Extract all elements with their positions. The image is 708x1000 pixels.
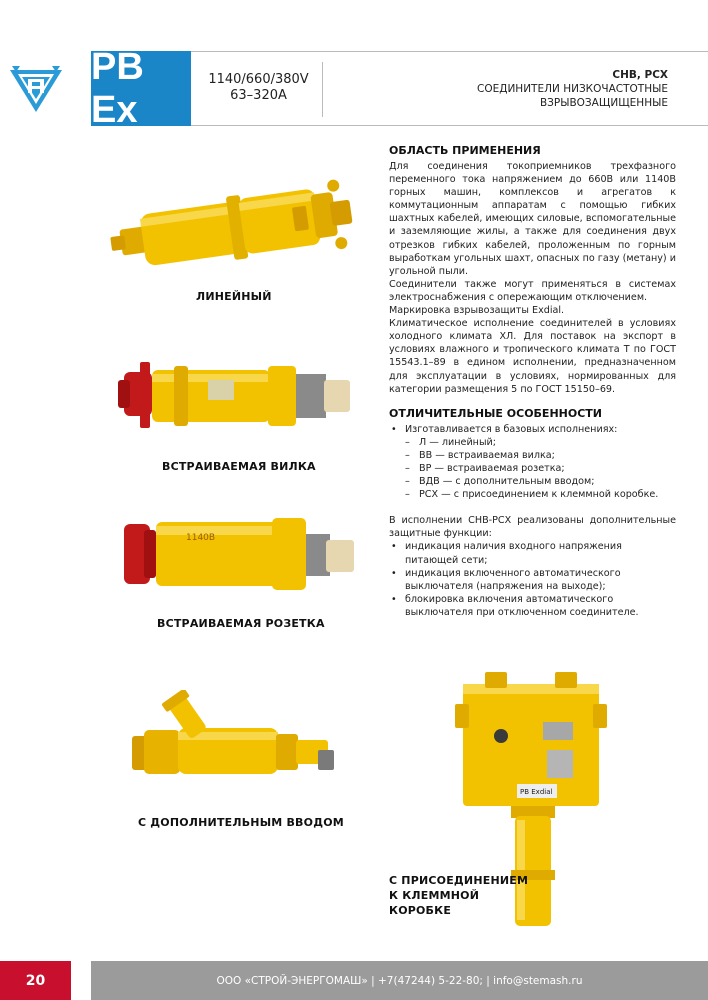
spacer bbox=[389, 501, 676, 514]
voltage-spec: 1140/660/380V bbox=[208, 72, 309, 87]
list-item: • блокировка включения автоматического выключателя при отключенном соединителе. bbox=[389, 593, 676, 619]
list-item: • индикация наличия входного напряжения питающей сети; bbox=[389, 540, 676, 566]
footer-bar bbox=[91, 961, 708, 1000]
brand-code: РВ Ex bbox=[91, 45, 144, 131]
brand-code-box bbox=[91, 45, 191, 131]
section-title-application: ОБЛАСТЬ ПРИМЕНЕНИЯ bbox=[389, 144, 541, 157]
built-in-plug-photo bbox=[118, 350, 356, 442]
application-paragraph-2: Соединители также могут применяться в системах электроснабжения с опережающим отключением. bbox=[389, 278, 676, 303]
header-frame bbox=[191, 51, 708, 126]
category-line-1: СОЕДИНИТЕЛИ НИЗКОЧАСТОТНЫЕ bbox=[477, 83, 668, 95]
variants-intro: Изготавливается в базовых исполнениях: bbox=[405, 423, 618, 435]
caption-terminal-box-line-1: С ПРИСОЕДИНЕНИЕМ bbox=[389, 874, 529, 887]
features-list bbox=[389, 423, 676, 502]
application-paragraph-1: Для соединения токоприемников трехфазного переменного тока напряжением до 660В или 1140В горных машин, комплексов и агрегатов к коммутационным аппаратам с помощью гибких шахтных кабелей, имеющих силовые, вспомогательные и заземляющие жилы, а также для соединения двух отрезков гибких кабелей, проложенным по горным выработкам угольных шахт, опасных по газу (метану) и угольной пыли. bbox=[389, 161, 676, 277]
list-item: • индикация включенного автоматического выключателя (напряжения на выходе); bbox=[389, 567, 676, 593]
list-item: – РСХ — с присоединением к клеммной коробке. bbox=[389, 488, 676, 501]
linear-connector-photo bbox=[98, 170, 368, 285]
caption-terminal-box-line-2: К КЛЕММНОЙ bbox=[389, 889, 480, 902]
built-in-socket-photo bbox=[122, 508, 358, 600]
list-item: – Л — линейный; bbox=[389, 436, 676, 449]
category-block bbox=[477, 68, 668, 110]
application-paragraph-4: Климатическое исполнение соединителей в условиях холодного климата ХЛ. Для поставок на экспорт в условиях влажного и тропического климата Т по ГОСТ 15543.1–89 в едином исполнении, предназначенном для эксплуатации в условиях, нормированных для категории размещения 5 по ГОСТ 15150–69. bbox=[389, 318, 676, 395]
company-logo bbox=[8, 62, 64, 118]
footer-contacts: ООО «СТРОЙ-ЭНЕРГОМАШ» | +7(47244) 5-22-80; | info@stemash.ru bbox=[216, 974, 583, 987]
category-line-2: ВЗРЫВОЗАЩИЩЕННЫЕ bbox=[539, 97, 668, 109]
list-item bbox=[389, 423, 676, 502]
caption-built-in-socket: ВСТРАИВАЕМАЯ РОЗЕТКА bbox=[157, 617, 325, 630]
header-specs bbox=[201, 72, 316, 104]
extra-functions-list bbox=[389, 540, 676, 619]
caption-linear: ЛИНЕЙНЫЙ bbox=[196, 290, 272, 303]
description-column bbox=[389, 144, 676, 619]
page-number bbox=[0, 961, 71, 1000]
application-paragraph-3: Маркировка взрывозащиты Exdial. bbox=[389, 305, 565, 317]
section-title-features: ОТЛИЧИТЕЛЬНЫЕ ОСОБЕННОСТИ bbox=[389, 406, 602, 420]
caption-built-in-plug: ВСТРАИВАЕМАЯ ВИЛКА bbox=[162, 460, 316, 473]
variants-list bbox=[389, 436, 676, 501]
category-code: СНВ, РСХ bbox=[612, 69, 668, 81]
caption-terminal-box bbox=[389, 873, 528, 918]
product-label-1140: 1140В bbox=[186, 533, 216, 543]
list-item: – ВВ — встраиваемая вилка; bbox=[389, 449, 676, 462]
header-divider bbox=[322, 62, 323, 117]
caption-terminal-box-line-3: КОРОБКЕ bbox=[389, 904, 452, 917]
additional-input-photo bbox=[132, 690, 338, 790]
caption-additional-input: С ДОПОЛНИТЕЛЬНЫМ ВВОДОМ bbox=[138, 816, 344, 829]
terminal-box-plate-label: РВ Exdial bbox=[520, 788, 553, 796]
current-spec: 63–320A bbox=[230, 88, 287, 103]
list-item: – ВДВ — с дополнительным вводом; bbox=[389, 475, 676, 488]
list-item: – ВР — встраиваемая розетка; bbox=[389, 462, 676, 475]
extra-functions-intro: В исполнении СНВ-РСХ реализованы дополнительные защитные функции: bbox=[389, 515, 676, 540]
page-number-text: 20 bbox=[25, 972, 46, 989]
